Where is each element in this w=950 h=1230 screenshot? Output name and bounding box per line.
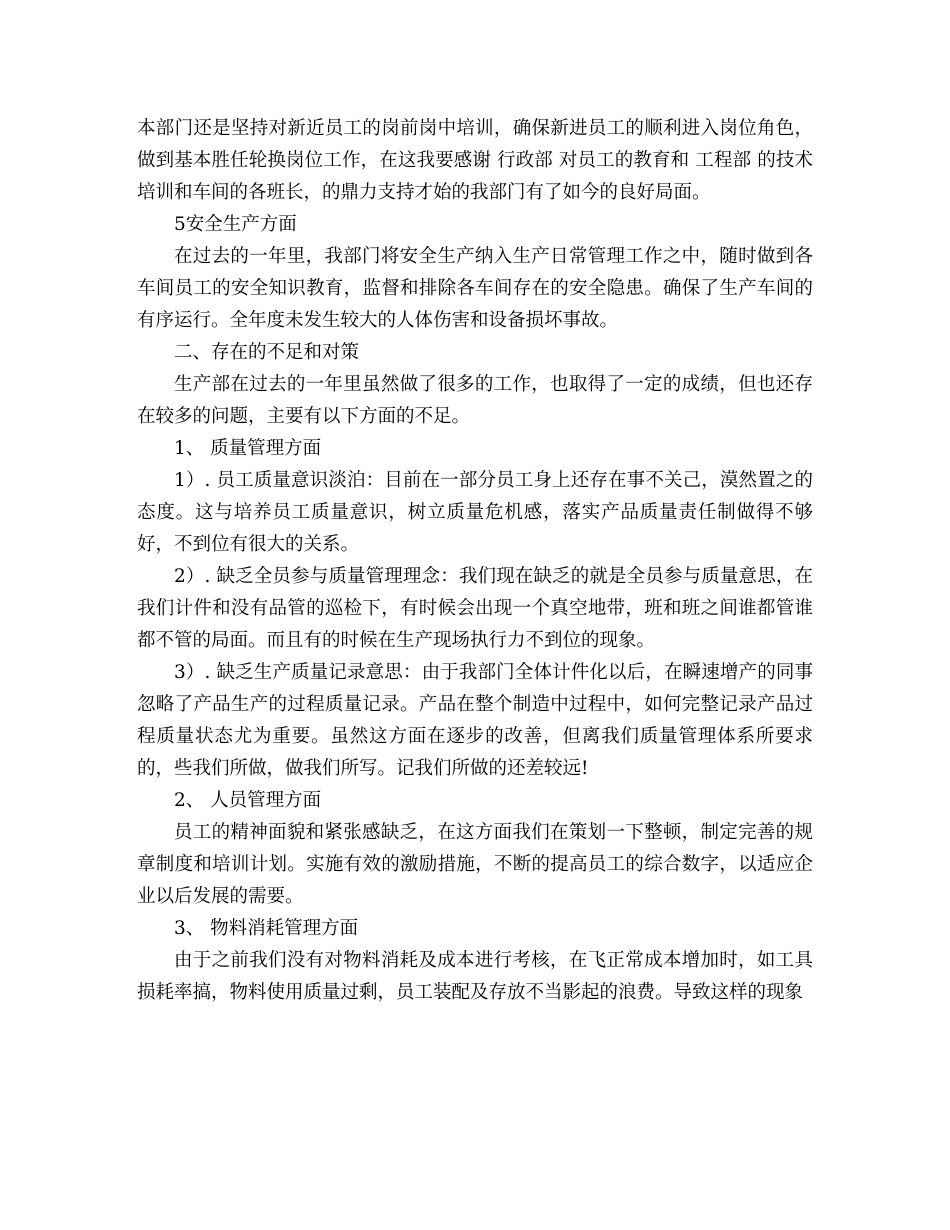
paragraph-quality-records: 3）. 缺乏生产质量记录意思：由于我部门全体计件化以后，在瞬速增产的同事忽略了产品生产的过程质量记录。产品在整个制造中过程中，如何完整记录产品过程质量状态尤为重要。虽然这方面在逐步的改善，但离我们质量管理体系所要求的，些我们所做，做我们所写。记我们所做的还差较远! — [137, 662, 813, 779]
paragraph-full-participation: 2）. 缺乏全员参与质量管理理念：我们现在缺乏的就是全员参与质量意思，在我们计件和没有品管的巡检下，有时候会出现一个真空地带，班和班之间谁都管谁都不管的局面。而且有的时候在生产现场执行力不到位的现象。 — [137, 566, 813, 651]
heading-quality-management: 1、 质量管理方面 — [174, 438, 322, 459]
document-body — [137, 113, 813, 1009]
paragraph-training: 本部门还是坚持对新近员工的岗前岗中培训，确保新进员工的顺利进入岗位角色，做到基本胜任轮换岗位工作，在这我要感谢 行政部 对员工的教育和 工程部 的技术培训和车间的各班长，的鼎力支持才始的我部门有了如今的良好局面。 — [137, 118, 813, 203]
heading-material-consumption: 3、 物料消耗管理方面 — [174, 918, 359, 939]
paragraph-safety: 在过去的一年里，我部门将安全生产纳入生产日常管理工作之中，随时做到各车间员工的安全知识教育，监督和排除各车间存在的安全隐患。确保了生产车间的有序运行。全年度未发生较大的人体伤害和设备损坏事故。 — [137, 246, 813, 331]
heading-shortcomings: 二、存在的不足和对策 — [174, 342, 360, 363]
heading-personnel-management: 2、 人员管理方面 — [174, 790, 322, 811]
heading-safety-production: 5安全生产方面 — [174, 214, 297, 235]
paragraph-material-consumption: 由于之前我们没有对物料消耗及成本进行考核，在飞正常成本增加时，如工具损耗率搞，物料使用质量过剩，员工装配及存放不当影起的浪费。导致这样的现象 — [137, 950, 813, 1003]
paragraph-shortcomings-intro: 生产部在过去的一年里虽然做了很多的工作，也取得了一定的成绩，但也还存在较多的问题，主要有以下方面的不足。 — [137, 374, 813, 427]
paragraph-personnel: 员工的精神面貌和紧张感缺乏，在这方面我们在策划一下整顿，制定完善的规章制度和培训计划。实施有效的激励措施，不断的提高员工的综合数字，以适应企业以后发展的需要。 — [137, 822, 813, 907]
paragraph-quality-awareness: 1）. 员工质量意识淡泊：目前在一部分员工身上还存在事不关己，漠然置之的态度。这与培养员工质量意识，树立质量危机感，落实产品质量责任制做得不够好，不到位有很大的关系。 — [137, 470, 813, 555]
